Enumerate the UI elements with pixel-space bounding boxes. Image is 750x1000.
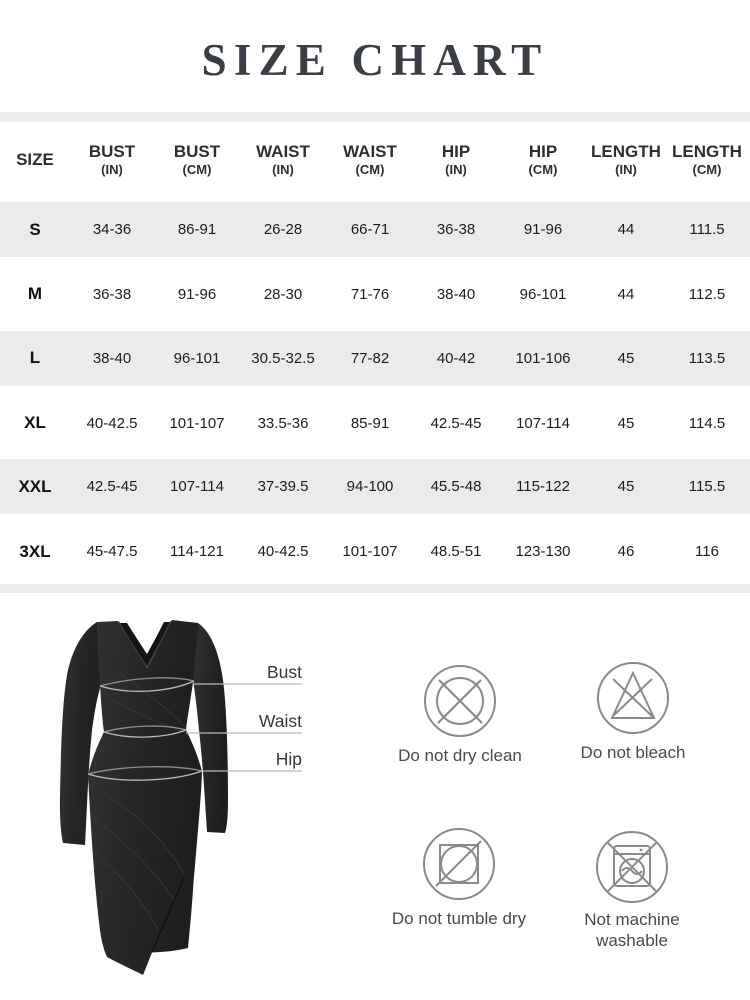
table-row-xl	[0, 391, 750, 455]
table-cell: 111.5	[689, 221, 725, 239]
table-row-l	[0, 327, 750, 391]
do-not-bleach-icon	[595, 660, 671, 736]
table-cell: 46	[617, 543, 635, 561]
table-cell: 94-100	[346, 478, 394, 496]
table-cell: 101-107	[169, 414, 225, 432]
care-label: Do not bleach	[580, 743, 686, 762]
table-cell: 44	[617, 221, 635, 239]
table-cell: 38-40	[92, 349, 132, 367]
hip-label: Hip	[275, 749, 302, 769]
table-top-divider	[0, 112, 750, 122]
dress-illustration	[0, 600, 375, 1000]
table-cell: 91-96	[523, 221, 563, 239]
table-cell: 107-114	[516, 414, 570, 432]
table-header-row	[0, 122, 750, 198]
table-cell: 37-39.5	[257, 478, 309, 496]
care-label: Do not tumble dry	[391, 909, 527, 928]
table-cell: 114-121	[170, 543, 224, 561]
table-cell: 77-82	[350, 349, 390, 367]
not-machine-washable-icon	[594, 829, 670, 905]
size-table	[0, 122, 750, 584]
column-header-waist-in: WAIST (IN)	[256, 142, 310, 178]
care-item-do-not-dry-clean	[370, 663, 550, 766]
column-header-size: SIZE	[16, 149, 54, 169]
column-header-bust-cm: BUST (CM)	[173, 142, 221, 178]
care-item-do-not-tumble-dry	[369, 826, 549, 929]
column-header-waist-cm: WAIST (CM)	[343, 142, 397, 178]
table-cell: 40-42	[436, 349, 476, 367]
dress-measurement-figure	[0, 600, 375, 1000]
table-cell: 96-101	[173, 349, 221, 367]
table-row-s	[0, 198, 750, 262]
table-cell: 40-42.5	[86, 414, 138, 432]
waist-label: Waist	[258, 711, 302, 731]
table-cell: 66-71	[350, 221, 390, 239]
bust-label: Bust	[266, 662, 302, 682]
column-header-hip-in: HIP (IN)	[441, 142, 471, 178]
table-cell: 28-30	[263, 285, 303, 303]
table-cell: 71-76	[350, 285, 390, 303]
table-cell: 34-36	[92, 221, 132, 239]
size-label: M	[27, 284, 43, 304]
care-instructions	[375, 600, 750, 1000]
page-title: SIZE CHART	[201, 35, 549, 85]
column-header-hip-cm: HIP (CM)	[528, 142, 558, 178]
table-cell: 101-107	[342, 543, 398, 561]
table-cell: 107-114	[170, 478, 224, 496]
table-cell: 96-101	[519, 285, 567, 303]
table-cell: 36-38	[436, 221, 476, 239]
table-row-xxl	[0, 455, 750, 519]
table-cell: 85-91	[350, 414, 390, 432]
table-cell: 115-122	[516, 478, 570, 496]
table-cell: 91-96	[177, 285, 217, 303]
size-label: L	[29, 348, 41, 368]
table-cell: 45-47.5	[86, 543, 138, 561]
table-cell: 36-38	[92, 285, 132, 303]
care-item-do-not-bleach	[543, 660, 723, 763]
table-cell: 42.5-45	[86, 478, 138, 496]
table-row-m	[0, 262, 750, 326]
table-cell: 86-91	[177, 221, 217, 239]
table-cell: 115.5	[688, 478, 726, 496]
column-header-length-cm: LENGTH (CM)	[672, 142, 742, 178]
table-cell: 45.5-48	[430, 478, 482, 496]
table-cell: 114.5	[688, 414, 726, 432]
table-cell: 45	[617, 478, 635, 496]
table-cell: 48.5-51	[430, 543, 482, 561]
table-cell: 123-130	[515, 543, 571, 561]
care-label: Do not dry clean	[398, 746, 522, 765]
table-cell: 40-42.5	[257, 543, 309, 561]
table-cell: 33.5-36	[257, 414, 309, 432]
table-cell: 101-106	[515, 349, 571, 367]
do-not-dry-clean-icon	[422, 663, 498, 739]
table-cell: 42.5-45	[430, 414, 482, 432]
size-label: S	[29, 219, 41, 239]
column-header-bust-in: BUST (IN)	[88, 142, 136, 178]
size-label: XL	[24, 413, 46, 433]
table-bottom-divider	[0, 584, 750, 593]
table-cell: 30.5-32.5	[251, 349, 315, 367]
table-cell: 26-28	[263, 221, 303, 239]
size-label: 3XL	[19, 541, 51, 561]
size-label: XXL	[18, 476, 52, 496]
table-cell: 113.5	[688, 349, 726, 367]
table-cell: 116	[695, 543, 719, 561]
care-label: Not machine washable	[584, 910, 680, 951]
table-cell: 38-40	[436, 285, 476, 303]
table-cell: 45	[617, 349, 635, 367]
table-cell: 112.5	[688, 285, 726, 303]
table-cell: 45	[617, 414, 635, 432]
care-item-not-machine-washable	[542, 829, 722, 952]
column-header-length-in: LENGTH (IN)	[591, 142, 661, 178]
do-not-tumble-dry-icon	[421, 826, 497, 902]
dress-body	[88, 620, 202, 975]
table-cell: 44	[617, 285, 635, 303]
table-row-3xl	[0, 519, 750, 583]
